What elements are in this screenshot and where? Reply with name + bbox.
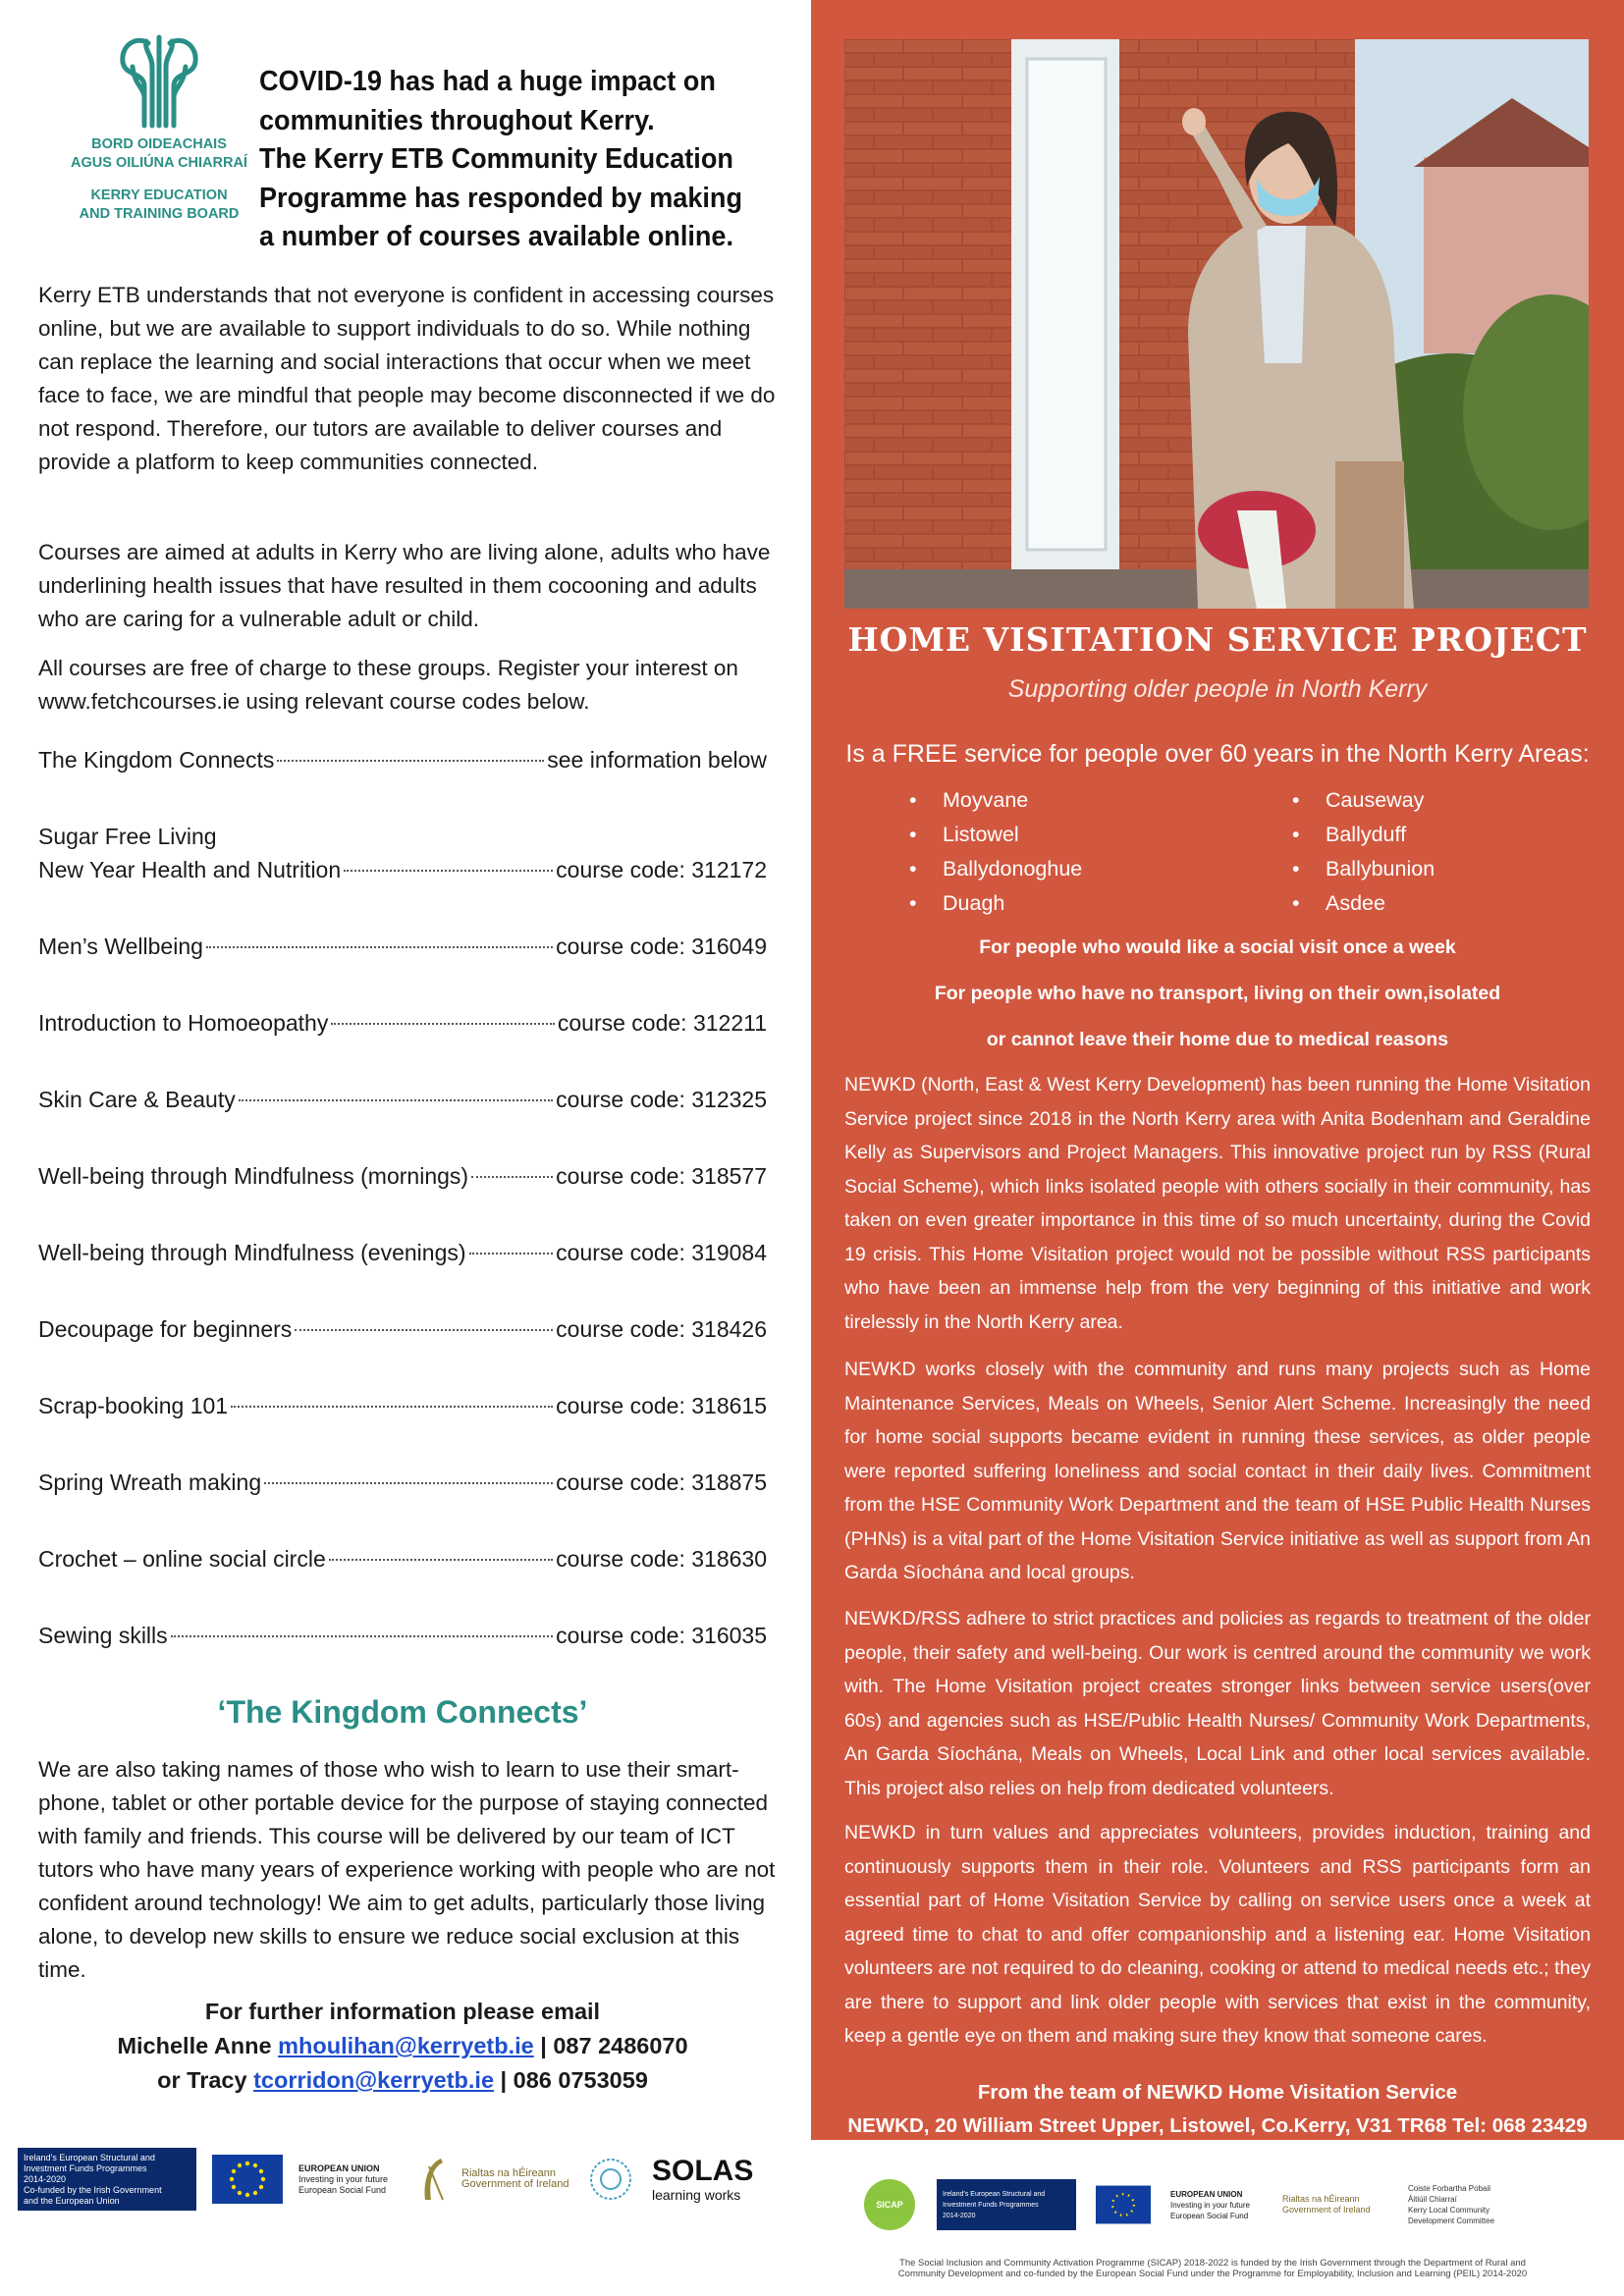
contact-phone: | 087 2486070 [533, 2033, 688, 2058]
logo-irish-line1: BORD OIDEACHAIS [91, 136, 227, 152]
dot-leader [231, 1406, 553, 1408]
area-item: • Ballydonoghue [909, 852, 1082, 886]
left-column [0, 0, 811, 2296]
course-row [38, 1390, 767, 1421]
area-item: • Ballybunion [1292, 852, 1435, 886]
eu-label: EUROPEAN UNION [298, 2163, 380, 2173]
dot-leader [329, 1559, 553, 1561]
lcdc-text: Development Committee [1408, 2216, 1495, 2225]
eu-esf-logo-small [1170, 2175, 1265, 2234]
home-visitation-title: HOME VISITATION SERVICE PROJECT [847, 620, 1588, 659]
harp-icon [418, 2150, 450, 2209]
dot-leader [295, 1329, 553, 1331]
course-code: course code: 318875 [556, 1469, 767, 1495]
eligibility-line: or cannot leave their home due to medical reasons [986, 1029, 1449, 1050]
gov-english: Government of Ireland [1282, 2205, 1371, 2215]
government-of-ireland-logo [461, 2150, 569, 2209]
course-row [38, 1160, 767, 1192]
esif-logo-small [937, 2179, 1076, 2230]
course-name: New Year Health and Nutrition [38, 857, 342, 882]
course-name: Men’s Wellbeing [38, 934, 203, 959]
home-visitation-subtitle: Supporting older people in North Kerry [1007, 675, 1428, 703]
kingdom-connects-heading: ‘The Kingdom Connects’ [217, 1694, 588, 1730]
course-code: course code: 318577 [556, 1163, 767, 1189]
dot-leader [471, 1176, 553, 1178]
kerry-etb-emblem-icon [105, 27, 213, 135]
lcdc-text: Kerry Local Community [1408, 2206, 1490, 2215]
contact-name: or Tracy [157, 2067, 254, 2093]
course-row [38, 1467, 767, 1498]
area-item: • Ballyduff [1292, 818, 1435, 852]
newkd-paragraph-3: NEWKD/RSS adhere to strict practices and policies as regards to treatment of the older people, their safety and well-being. Our work is centred around the community we work with. The Home Visitation project creates stronger links between service users(over 60s) and agencies such as HSE/Public Health Nurses/ Community Work Departments, An Garda Síochána, Meals on Wheels, Local Link and other local services available. This project also relies on help from dedicated volunteers. [844, 1608, 1591, 1799]
dot-leader [469, 1253, 554, 1255]
course-name: Sewing skills [38, 1623, 168, 1648]
course-name: Introduction to Homoeopathy [38, 1010, 329, 1036]
dot-leader [239, 1099, 553, 1101]
contact-phone: | 086 0753059 [494, 2067, 648, 2093]
intro-paragraph: Kerry ETB understands that not everyone is confident in accessing courses online, but we are available to support individuals to do so. While nothing can replace the learning and social interactions that occur when we meet face to face, we are mindful that people may become disconnected if we do not respond. Therefore, our tutors are available to deliver courses and provide a platform to keep communities connected. [38, 283, 776, 474]
eligibility-line: For people who would like a social visit once a week [979, 936, 1456, 958]
headline [259, 63, 744, 257]
newkd-paragraph-4: NEWKD in turn values and appreciates volunteers, provides induction, training and continuously supports them in their role. Volunteers and RSS participants form an essential part of Home Visitation Service by calling on service users once a week at agreed time to chat to and offer companionship and a listening ear. Home Visitation volunteers are not required to do cleaning, cooking or attend to medical needs etc.; they are there to support and link older people with services that exist in the community, keep a gentle eye on them and making sure they know that someone cares. [844, 1822, 1591, 2047]
course-code: course code: 312211 [557, 1010, 767, 1036]
circular-emblem-icon [581, 2150, 640, 2209]
gov-english: Government of Ireland [461, 2178, 569, 2190]
headline-line: a number of courses available online. [259, 221, 734, 252]
course-name: Skin Care & Beauty [38, 1087, 236, 1112]
newkd-paragraph-1: NEWKD (North, East & West Kerry Development) has been running the Home Visitation Service project since 2018 in the North Kerry area with Anita Bodenham and Geraldine Kelly as Supervisors and Project Managers. This innovative project run by RSS (Rural Social Scheme), which links isolated people with others socially in their community, has taken on even greater importance in this time of so much uncertainty, during the Covid 19 crisis. This Home Visitation project would not be possible without RSS participants who have been an immense help from the very beginning of this initiative and work tirelessly in the North Kerry area. [844, 1074, 1591, 1333]
contact-name: Michelle Anne [117, 2033, 279, 2058]
course-code: course code: 318630 [556, 1546, 767, 1572]
course-row-kingdom [38, 744, 767, 775]
area-item: • Moyvane [909, 783, 1082, 818]
sicap-funding-note: The Social Inclusion and Community Activation Programme (SICAP) 2018-2022 is funded by the Irish Government through the Department of Rural and Community Development and co-funded by the European Social Fund under the Programme for Employability, Inclusion and Learning (PEIL) 2014-2020 [897, 2258, 1528, 2279]
solas-logo [652, 2150, 760, 2209]
audience-paragraph: Courses are aimed at adults in Kerry who are living alone, adults who have underlining health issues that have resulted in them cocooning and adults who are caring for a vulnerable adult or child. [38, 540, 771, 631]
area-item: • Causeway [1292, 783, 1435, 818]
course-row [38, 1007, 767, 1039]
course-code: course code: 316049 [556, 934, 767, 959]
headline-line: The Kerry ETB Community Education [259, 143, 733, 175]
dot-leader [331, 1023, 555, 1025]
headline-line: Programme has responded by making [259, 182, 743, 214]
course-code: see information below [547, 747, 767, 773]
solas-tag: learning works [652, 2187, 741, 2203]
course-code: course code: 316035 [556, 1623, 767, 1648]
course-code: course code: 312325 [556, 1087, 767, 1112]
eu-label: EUROPEAN UNION [1170, 2189, 1243, 2199]
areas-list-right [1292, 783, 1435, 921]
course-name: Crochet – online social circle [38, 1546, 326, 1572]
doorstep-visit-photo [844, 39, 1589, 609]
home-visitation-panel [811, 0, 1624, 2140]
esif-text: 2014-2020 [24, 2173, 67, 2184]
dot-leader [277, 760, 544, 762]
esif-text: Investment Funds Programmes [943, 2201, 1039, 2209]
course-row [38, 1543, 767, 1575]
course-code: course code: 312172 [556, 857, 767, 882]
government-of-ireland-logo-small [1282, 2175, 1390, 2234]
areas-list-left [909, 783, 1082, 921]
sicap-label: SICAP [876, 2199, 903, 2210]
course-code: course code: 318615 [556, 1393, 767, 1418]
eu-sub: Investing in your future [298, 2173, 389, 2184]
footer-team-line: From the team of NEWKD Home Visitation Service [977, 2081, 1458, 2104]
course-name: The Kingdom Connects [38, 747, 275, 773]
esif-text: 2014-2020 [943, 2212, 976, 2219]
course-name: Spring Wreath making [38, 1469, 262, 1495]
contact-tracy [38, 2063, 767, 2097]
esif-text: Co-funded by the Irish Government [24, 2184, 162, 2195]
eu-esf-logo [298, 2150, 406, 2209]
kerry-lcdc-logo [1408, 2175, 1526, 2234]
gov-irish: Rialtas na hÉireann [1282, 2194, 1360, 2204]
course-name: Well-being through Mindfulness (evenings) [38, 1240, 466, 1265]
course-code: course code: 318426 [556, 1316, 767, 1342]
free-service-line: Is a FREE service for people over 60 years in the North Kerry Areas: [845, 740, 1590, 768]
kingdom-connects-paragraph: We are also taking names of those who wish to learn to use their smart-phone, tablet or other portable device for the purpose of staying connected with family and friends. This course will be delivered by our team of ICT tutors who have many years of experience working with people who are not confident around technology! We aim to get adults, particularly those living alone, to develop new skills to ensure we reduce social exclusion at this time. [38, 1757, 776, 1982]
esif-text: and the European Union [24, 2195, 120, 2206]
course-name: Scrap-booking 101 [38, 1393, 229, 1418]
esif-text: Ireland’s European Structural and [943, 2190, 1046, 2198]
contact-michelle [38, 2029, 767, 2062]
solas-name: SOLAS [652, 2155, 754, 2187]
eligibility-line: For people who have no transport, living on their own,isolated [934, 983, 1501, 1004]
course-row [38, 854, 767, 885]
course-row [38, 1237, 767, 1268]
course-name-prefix: Sugar Free Living [38, 824, 217, 849]
course-row [38, 931, 767, 962]
logo-english-line2: AND TRAINING BOARD [79, 206, 240, 222]
area-item: • Asdee [1292, 886, 1435, 921]
eu-flag-icon [208, 2150, 287, 2209]
dot-leader [171, 1635, 554, 1637]
gov-irish: Rialtas na hÉireann [461, 2167, 557, 2179]
lcdc-text: Coiste Forbartha Pobail [1408, 2184, 1491, 2193]
course-row [38, 1084, 767, 1115]
eu-sub: Investing in your future [1170, 2200, 1250, 2210]
headline-line: COVID-19 has had a huge impact on [259, 66, 716, 97]
course-name: Well-being through Mindfulness (mornings) [38, 1163, 469, 1189]
eu-flag-icon [1094, 2175, 1153, 2234]
logo-english-line1: KERRY EDUCATION [90, 187, 228, 203]
registration-paragraph: All courses are free of charge to these groups. Register your interest on www.fetchcourses.ie using relevant course codes below. [38, 656, 738, 714]
newkd-paragraph-2: NEWKD works closely with the community and runs many projects such as Home Maintenance Services, Meals on Wheels, Senior Alert Scheme. Increasingly the need for home social supports became evident in running these services, as older people were reported suffering loneliness and social contact in their daily lives. Commitment from the HSE Community Work Department and the team of HSE Public Health Nurses (PHNs) is a vital part of the Home Visitation Service initiative as well as support from An Garda Síochána and local groups. [844, 1359, 1591, 1583]
email-link-tracy[interactable]: tcorridon@kerryetb.ie [253, 2067, 495, 2093]
sicap-logo [860, 2175, 919, 2234]
eu-sub: European Social Fund [1170, 2211, 1249, 2220]
lcdc-text: Áitiúil Chiarraí [1408, 2195, 1457, 2204]
eu-sub: European Social Fund [298, 2184, 387, 2195]
email-link-michelle[interactable]: mhoulihan@kerryetb.ie [278, 2033, 534, 2058]
dot-leader [206, 946, 553, 948]
esif-text: Investment Funds Programmes [24, 2163, 147, 2173]
course-row [38, 1620, 767, 1651]
dot-leader [264, 1482, 553, 1484]
logo-irish-line2: AGUS OILIÚNA CHIARRAÍ [71, 155, 247, 171]
area-item: • Listowel [909, 818, 1082, 852]
course-code: course code: 319084 [556, 1240, 767, 1265]
headline-line: communities throughout Kerry. [259, 104, 655, 136]
funder-logos-right [860, 2156, 1587, 2254]
esif-text: Ireland’s European Structural and [24, 2152, 155, 2163]
dot-leader [344, 870, 553, 872]
contact-intro: For further information please email [204, 1999, 601, 2024]
kerry-etb-logo [71, 27, 247, 224]
course-row [38, 1313, 767, 1345]
area-item: • Duagh [909, 886, 1082, 921]
esif-logo [18, 2148, 196, 2211]
footer-address-line: NEWKD, 20 William Street Upper, Listowel, Co.Kerry, V31 TR68 Tel: 068 23429 [847, 2114, 1588, 2137]
course-name: Decoupage for beginners [38, 1316, 293, 1342]
funder-logos-left [18, 2146, 793, 2213]
